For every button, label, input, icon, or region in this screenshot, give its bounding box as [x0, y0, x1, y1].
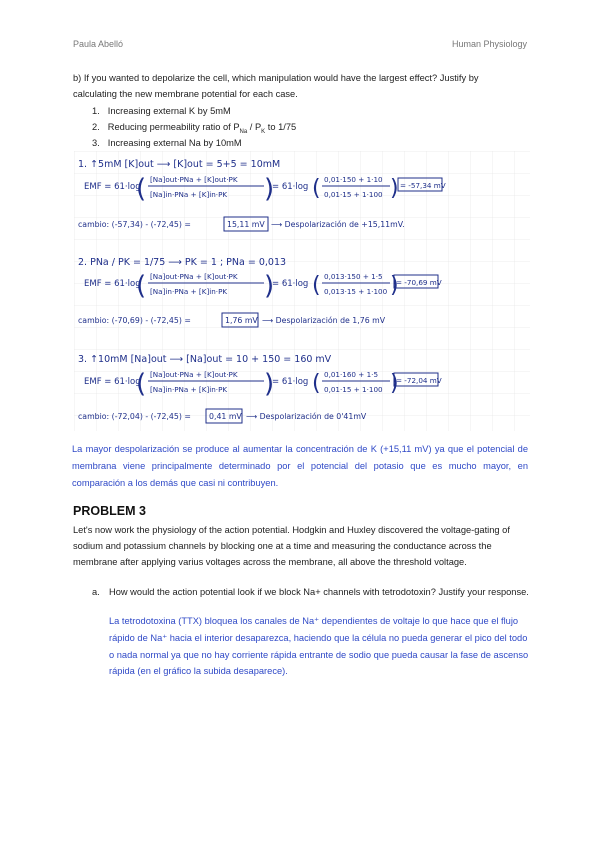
case1-values-den: 0,01·15 + 1·100 [324, 190, 383, 199]
header-author: Paula Abelló [73, 39, 124, 49]
problem3-heading: PROBLEM 3 [73, 504, 146, 518]
case2-values-den: 0,013·15 + 1·100 [324, 287, 388, 296]
case2-rparen: ) [264, 271, 275, 301]
case2-lparen: ( [136, 271, 147, 301]
case2-title: 2. PNa / PK = 1/75 ⟶ PK = 1 ; PNa = 0,013 [78, 257, 287, 268]
handwritten-calculations [74, 151, 530, 431]
option-1: 1. Increasing external K by 5mM [92, 106, 231, 116]
case3-numerator: [Na]out·PNa + [K]out·PK [150, 370, 238, 379]
case2-eq: = 61·log [272, 279, 309, 289]
case1-change-value: 15,11 mV [227, 220, 265, 229]
case2-change-value: 1,76 mV [225, 316, 258, 325]
case1-denominator: [Na]in·PNa + [K]in·PK [150, 190, 228, 199]
case1-emf: EMF = 61·log [84, 182, 141, 192]
case1-rparen: ) [264, 174, 275, 204]
case2-values-num: 0,013·150 + 1·5 [324, 272, 383, 281]
case2-numerator: [Na]out·PNa + [K]out·PK [150, 272, 238, 281]
case3-note: ⟶ Despolarización de 0'41mV [246, 412, 367, 421]
case2-rparen2: ) [390, 273, 399, 298]
case1-change: cambio: (-57,34) - (-72,45) = [78, 220, 191, 229]
case1-result: = -57,34 mV [400, 181, 446, 190]
case2-result: = -70,69 mV [396, 278, 442, 287]
case1-lparen2: ( [312, 176, 321, 201]
question-a-text: How would the action potential look if we block Na+ channels with tetrodotoxin? Justify your response. [109, 587, 529, 597]
case2-emf: EMF = 61·log [84, 279, 141, 289]
case1-numerator: [Na]out·PNa + [K]out·PK [150, 175, 238, 184]
case3-change-value: 0,41 mV [209, 412, 242, 421]
case2-note: ⟶ Despolarización de 1,76 mV [262, 316, 386, 325]
option-3: 3. Increasing external Na by 10mM [92, 138, 242, 148]
case3-title: 3. ↑10mM [Na]out ⟶ [Na]out = 10 + 150 = 160 mV [78, 354, 332, 365]
case1-lparen: ( [136, 174, 147, 204]
case3-values-den: 0,01·15 + 1·100 [324, 385, 383, 394]
case2-change: cambio: (-70,69) - (-72,45) = [78, 316, 191, 325]
case3-change: cambio: (-72,04) - (-72,45) = [78, 412, 191, 421]
problem3-intro: Let's now work the physiology of the action potential. Hodgkin and Huxley discovered the voltage-gating of sodium and potassium channels by blocking one at a time and measuring the conductance across the membrane after applying varius voltages across the membrane, all above the threshold voltage. [73, 525, 510, 568]
case2-lparen2: ( [312, 273, 321, 298]
case1-rparen2: ) [390, 176, 399, 201]
case3-rparen: ) [264, 369, 275, 399]
case1-values-num: 0,01·150 + 1·10 [324, 175, 383, 184]
case1-note: ⟶ Despolarización de +15,11mV. [271, 220, 405, 229]
option-2: 2. Reducing permeability ratio of $P_{Na} / P_K$ to 1/75 [92, 122, 297, 135]
case3-rparen2: ) [390, 371, 399, 396]
question-b-line2: calculating the new membrane potential for each case. [73, 89, 298, 99]
case3-eq: = 61·log [272, 377, 309, 387]
case2-denominator: [Na]in·PNa + [K]in·PK [150, 287, 228, 296]
case1-title: 1. ↑5mM [K]out ⟶ [K]out = 5+5 = 10mM [78, 159, 281, 170]
case3-values-num: 0,01·160 + 1·5 [324, 370, 379, 379]
question-b-line1: b) If you wanted to depolarize the cell, which manipulation would have the largest effect? Justify by [73, 73, 479, 83]
conclusion-text: La mayor despolarización se produce al aumentar la concentración de K (+15,11 mV) ya que el potencial de membrana viene principalmente determinado por el potencial del potasio que es mucho mayor, en comparación a los demás que casi ni contribuyen. [72, 444, 528, 488]
case3-result: = -72,04 mV [396, 376, 442, 385]
case1-eq: = 61·log [272, 182, 309, 192]
case3-denominator: [Na]in·PNa + [K]in·PK [150, 385, 228, 394]
question-a-label: a. [92, 587, 100, 597]
case3-lparen2: ( [312, 371, 321, 396]
question-a-answer: La tetrodotoxina (TTX) bloquea los canales de Na⁺ dependientes de voltaje lo que hace que el flujo rápido de Na⁺ hacia el interior desaparezca, haciendo que la célula no pueda generar el pico del todo o nada normal ya que no hay corriente rápida entrante de sodio que pueda causar la fase de ascenso rápida (en el gráfico la subida desaparece). [109, 616, 529, 677]
case3-emf: EMF = 61·log [84, 377, 141, 387]
header-course: Human Physiology [451, 39, 527, 49]
case3-lparen: ( [136, 369, 147, 399]
